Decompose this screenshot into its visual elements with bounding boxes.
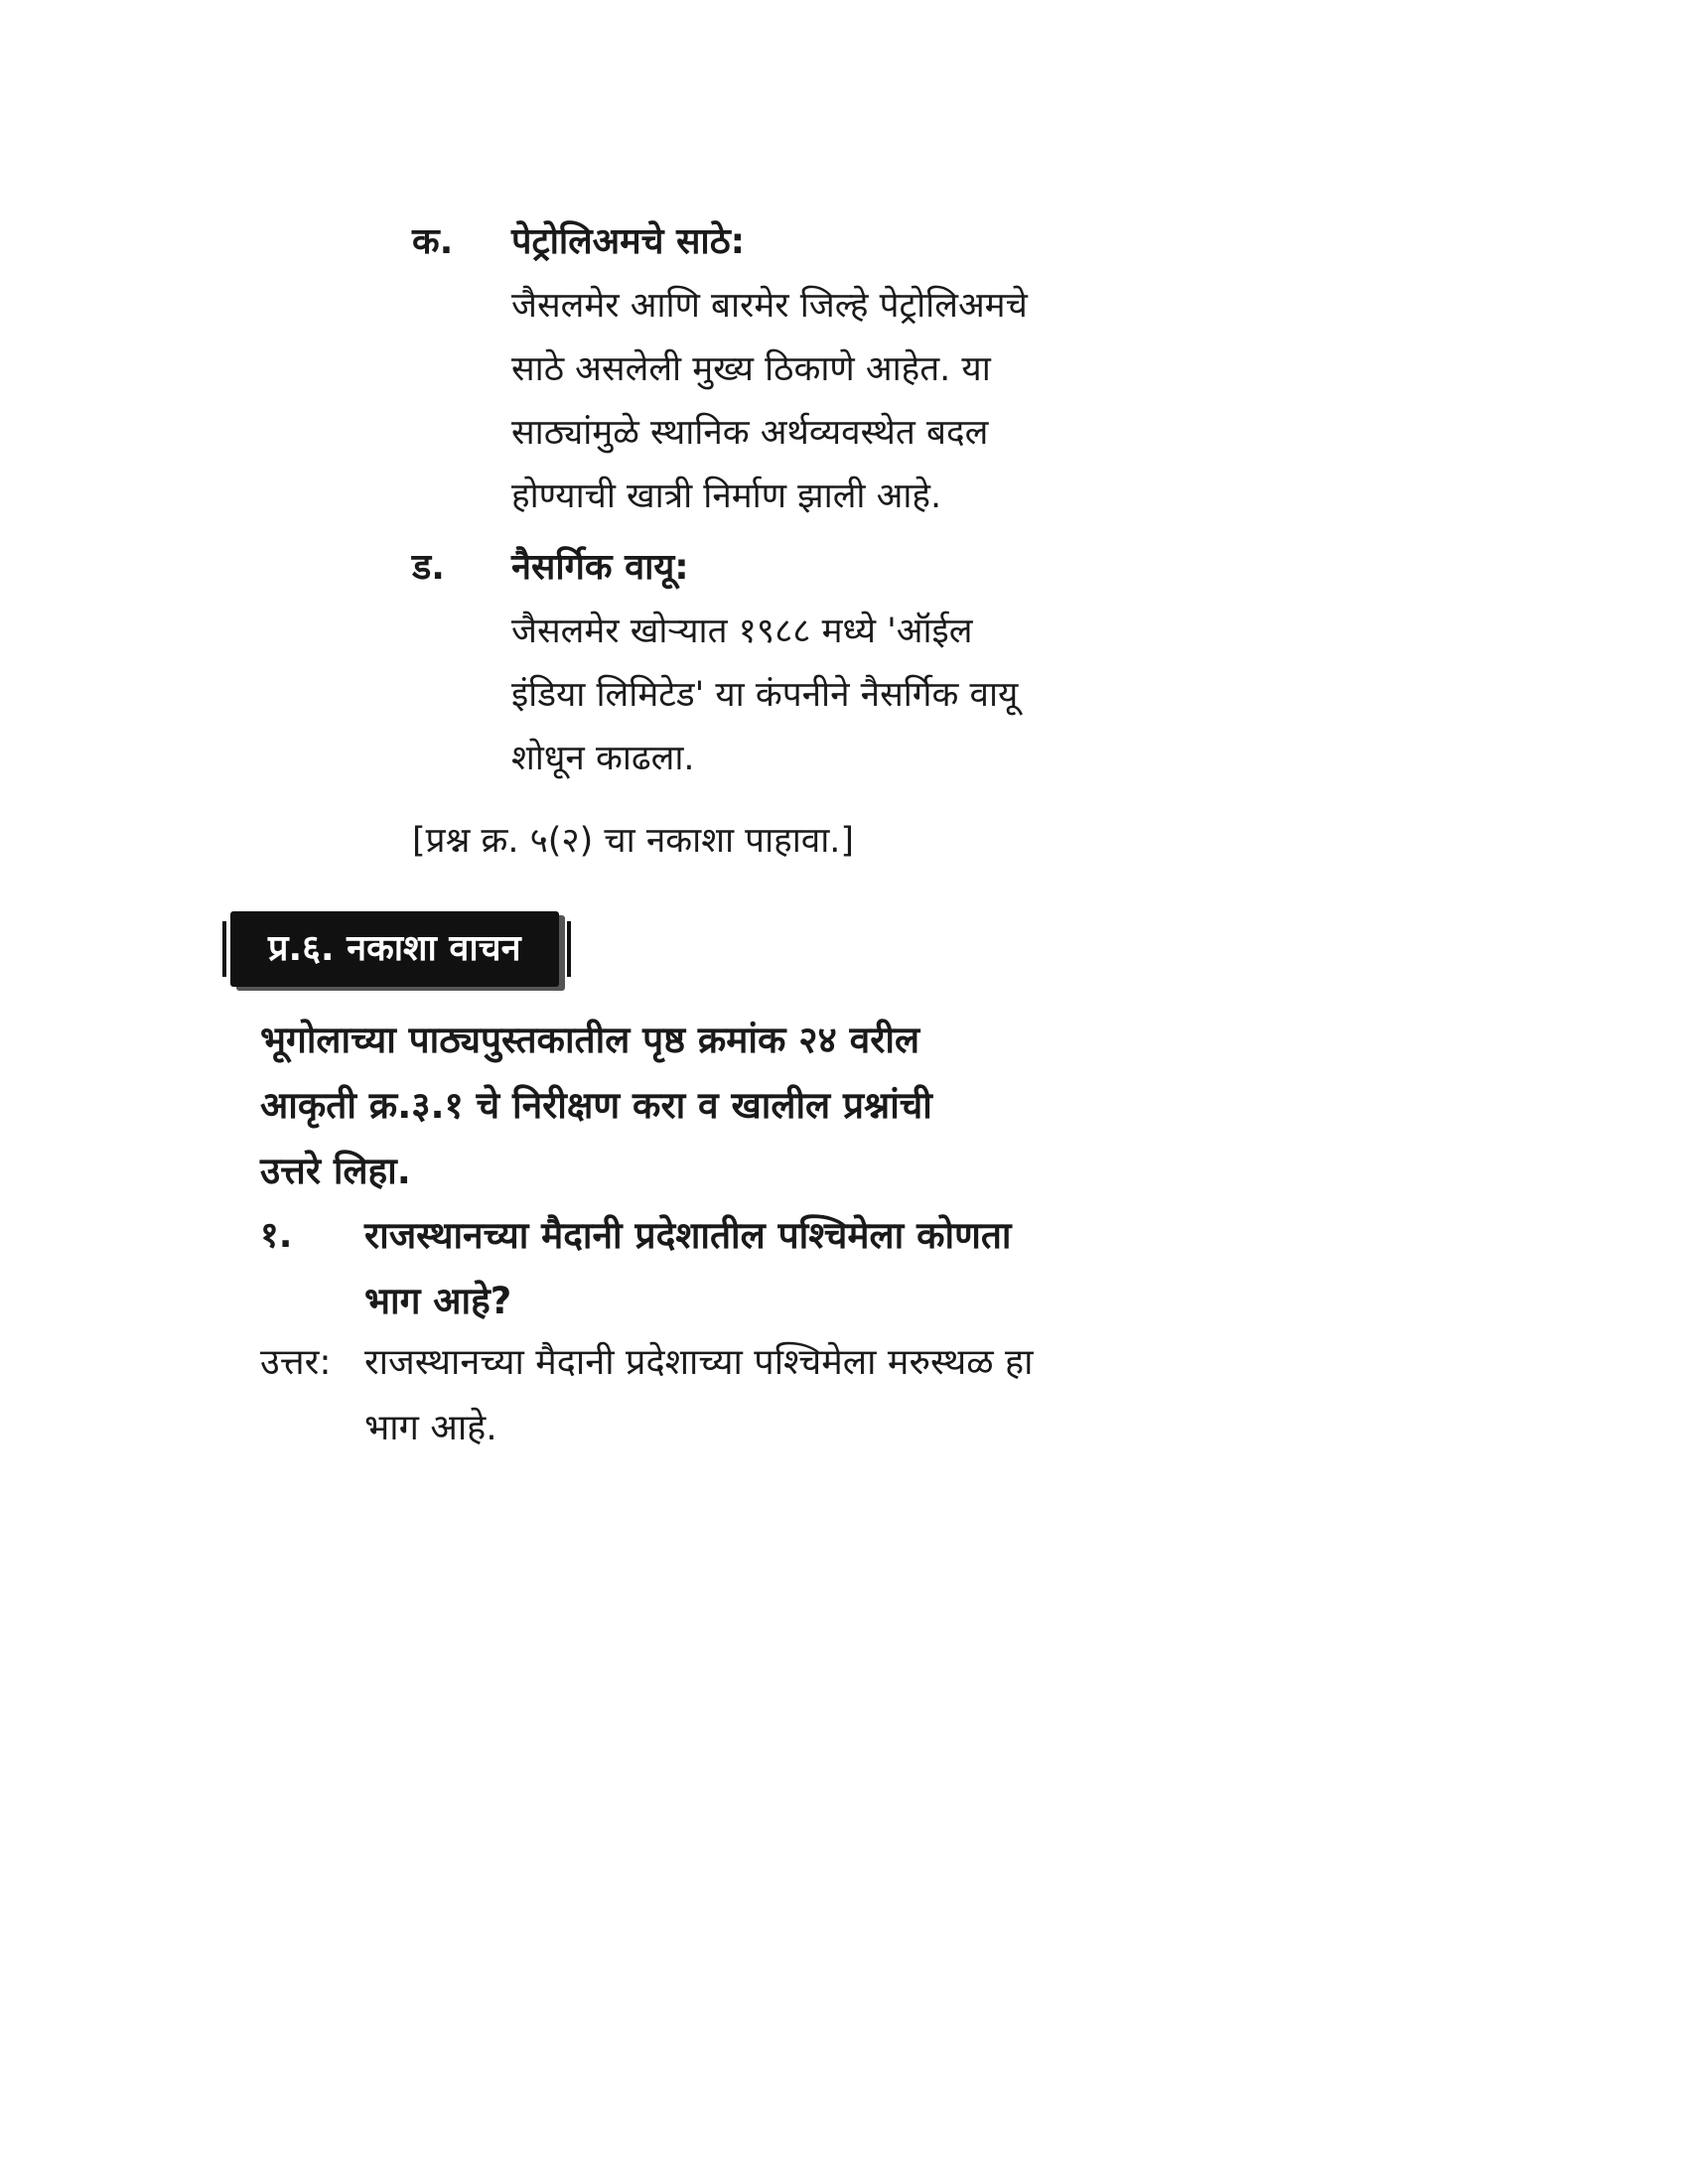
map-reference-note: [प्रश्न क्र. ५(२) चा नकाशा पाहावा.]: [412, 821, 855, 861]
item-body: [511, 274, 1107, 528]
section-title-badge: प्र.६. नकाशा वाचन: [230, 911, 559, 987]
answer-line: भाग आहे.: [364, 1408, 497, 1448]
section-instructions: [260, 1008, 1144, 1204]
item-marker: क.: [412, 221, 454, 262]
body-line: इंडिया लिमिटेड' या कंपनीने नैसर्गिक वायू: [511, 675, 1019, 715]
body-line: जैसलमेर खोऱ्यात १९८८ मध्ये 'ऑईल: [511, 612, 973, 651]
item-petroleum-reserves: [412, 210, 1107, 538]
instruction-line: भूगोलाच्या पाठ्यपुस्तकातील पृष्ठ क्रमांक २४ वरील: [260, 1019, 920, 1061]
question-text: [364, 1203, 1144, 1334]
body-line: होण्याची खात्री निर्माण झाली आहे.: [511, 477, 942, 516]
item-marker: ड.: [412, 547, 445, 588]
question-line: भाग आहे?: [364, 1280, 512, 1322]
body-line: साठे असलेली मुख्य ठिकाणे आहेत. या: [511, 349, 991, 389]
item-natural-gas: [412, 536, 1107, 804]
item-heading: नैसर्गिक वायू:: [511, 547, 689, 588]
answer-line: राजस्थानच्या मैदानी प्रदेशाच्या पश्चिमेला मरुस्थळ हा: [364, 1342, 1034, 1383]
question-number: १.: [260, 1215, 293, 1256]
body-line: शोधून काढला.: [511, 739, 695, 778]
answer-label: उत्तर:: [260, 1342, 332, 1383]
body-line: साठ्यांमुळे स्थानिक अर्थव्यवस्थेत बदल: [511, 413, 989, 453]
item-body: [511, 600, 1107, 790]
item-heading: पेट्रोलिअमचे साठे:: [511, 221, 746, 262]
instruction-line: आकृती क्र.३.१ चे निरीक्षण करा व खालील प्रश्नांची: [260, 1084, 932, 1127]
body-line: जैसलमेर आणि बारमेर जिल्हे पेट्रोलिअमचे: [511, 286, 1028, 326]
question-line: राजस्थानच्या मैदानी प्रदेशातील पश्चिमेला कोणता: [364, 1214, 1012, 1257]
instruction-line: उत्तरे लिहा.: [260, 1150, 411, 1192]
answer-text: [364, 1330, 1144, 1461]
